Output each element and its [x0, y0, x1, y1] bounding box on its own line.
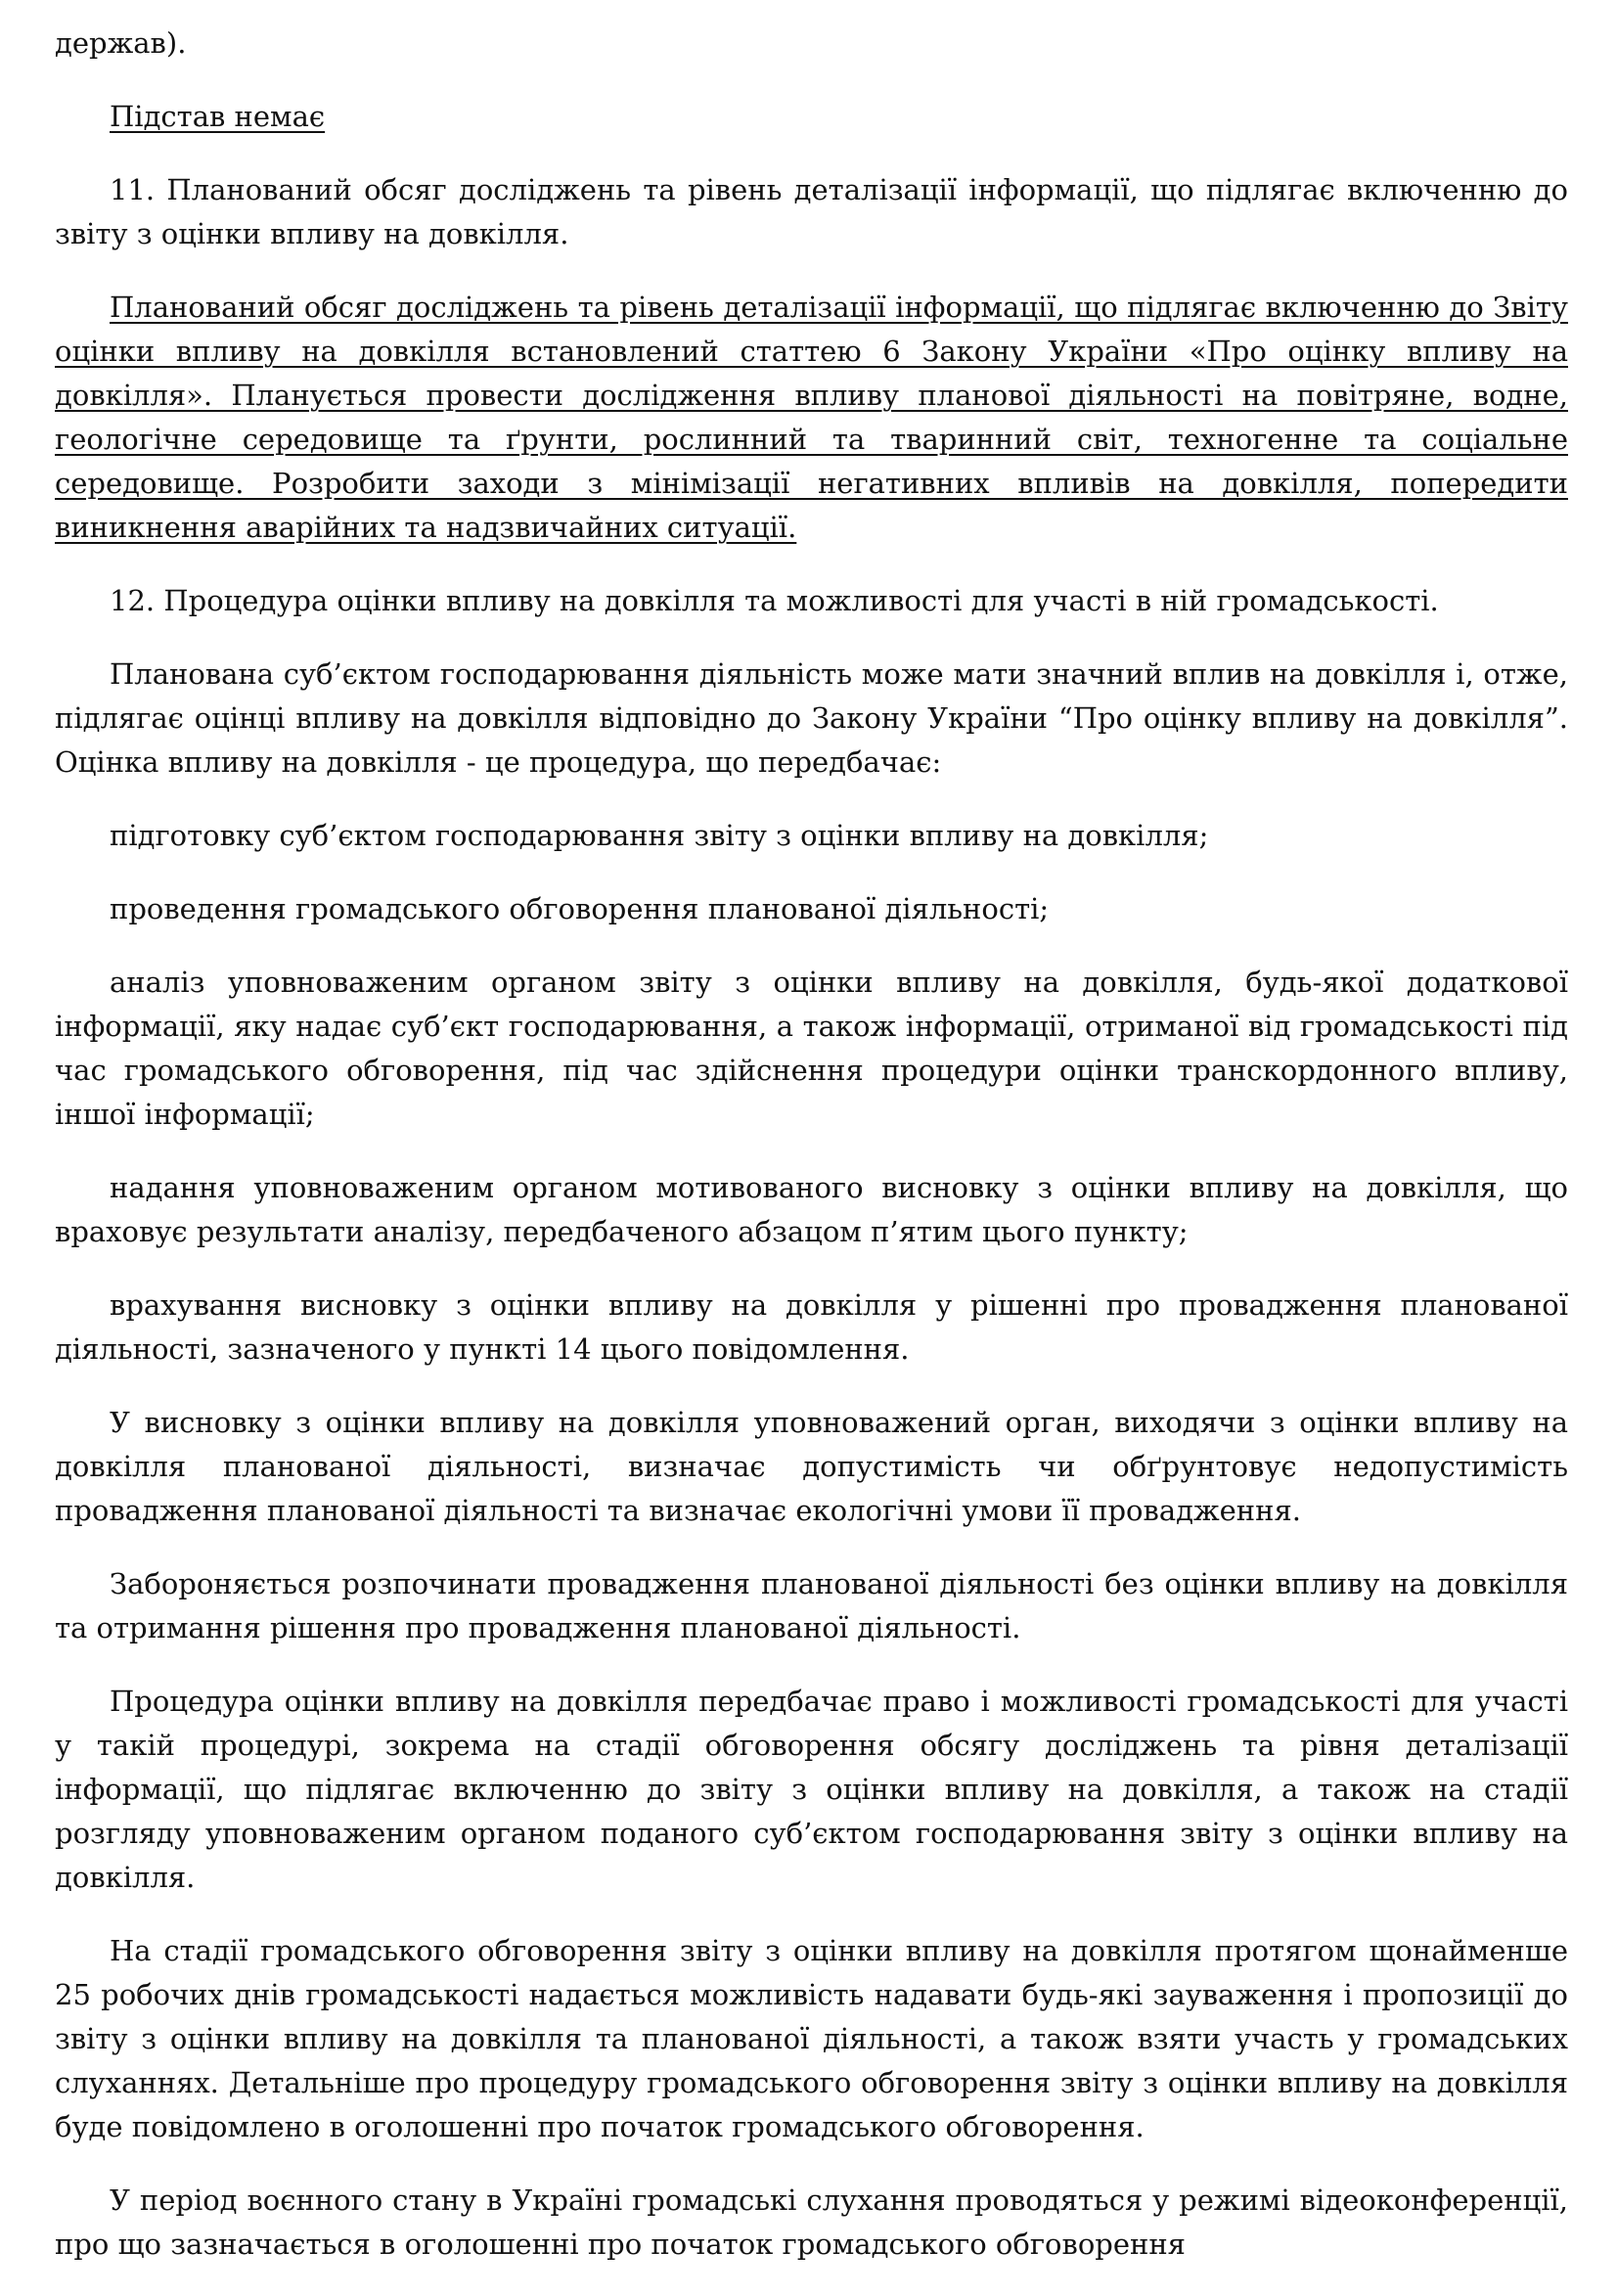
paragraph-no-grounds: [55, 95, 1568, 139]
paragraph-step-report: підготовку суб’єктом господарювання звіту з оцінки впливу на довкілля;: [110, 819, 1209, 852]
document-page: [55, 22, 1568, 2296]
paragraph-step-analysis: аналіз уповноваженим органом звіту з оцінки впливу на довкілля, будь-якої додаткової інформації, яку надає суб’єкт господарювання, а також інформації, отриманої від громадськості під час громадського обговорення, під час здійснення процедури оцінки транскордонного впливу, іншої інформації;: [55, 966, 1568, 1131]
paragraph-eia-intro: Планована суб’єктом господарювання діяльність може мати значний вплив на довкілля і, отже, підлягає оцінці впливу на довкілля відповідно до Закону України “Про оцінку впливу на довкілля”. Оцінка впливу на довкілля - це процедура, що передбачає:: [55, 657, 1568, 779]
paragraph-conclusion-content: У висновку з оцінки впливу на довкілля уповноважений орган, виходячи з оцінки впливу на довкілля планованої діяльності, визначає допустимість чи обґрунтовує недопустимість провадження планованої діяльності та визначає екологічні умови її провадження.: [55, 1406, 1568, 1527]
paragraph-step-conclusion: надання уповноваженим органом мотивованого висновку з оцінки впливу на довкілля, що враховує результати аналізу, передбаченого абзацом п’ятим цього пункту;: [55, 1171, 1568, 1248]
underlined-text: Планований обсяг досліджень та рівень деталізації інформації, що підлягає включенню до Звіту оцінки впливу на довкілля встановлений статтею 6 Закону України «Про оцінку впливу на довкілля». Планується провести дослідження впливу планової діяльності на повітряне, водне, геологічне середовище та ґрунти, рослинний та тваринний світ, техногенне та соціальне середовище. Розробити заходи з мінімізації негативних впливів на довкілля, попередити виникнення аварійних та надзвичайних ситуації.: [55, 291, 1568, 544]
paragraph-research-scope: [55, 286, 1568, 550]
paragraph-public-rights: Процедура оцінки впливу на довкілля передбачає право і можливості громадськості для участі у такій процедурі, зокрема на стадії обговорення обсягу досліджень та рівня деталізації інформації, що підлягає включенню до звіту з оцінки впливу на довкілля, а також на стадії розгляду уповноваженим органом поданого суб’єктом господарювання звіту з оцінки впливу на довкілля.: [55, 1685, 1568, 1894]
paragraph-continuation: держав).: [55, 26, 187, 60]
paragraph-martial-law: У період воєнного стану в Україні громадські слухання проводяться у режимі відеоконференції, про що зазначається в оголошенні про початок громадського обговорення: [55, 2183, 1568, 2261]
section-11-heading: 11. Планований обсяг досліджень та рівень деталізації інформації, що підлягає включенню до звіту з оцінки впливу на довкілля.: [55, 173, 1568, 250]
section-12-heading: 12. Процедура оцінки впливу на довкілля та можливості для участі в ній громадськості.: [110, 584, 1439, 617]
paragraph-step-discussion: проведення громадського обговорення планованої діяльності;: [110, 892, 1050, 925]
paragraph-public-discussion: На стадії громадського обговорення звіту з оцінки впливу на довкілля протягом щонайменше 25 робочих днів громадськості надається можливість надавати будь-які зауваження і пропозиції до звіту з оцінки впливу на довкілля та планованої діяльності, а також взяти участь у громадських слуханнях. Детальніше про процедуру громадського обговорення звіту з оцінки впливу на довкілля буде повідомлено в оголошенні про початок громадського обговорення.: [55, 1934, 1568, 2143]
paragraph-prohibition: Забороняється розпочинати провадження планованої діяльності без оцінки впливу на довкілля та отримання рішення про провадження планованої діяльності.: [55, 1567, 1568, 1644]
paragraph-step-decision: врахування висновку з оцінки впливу на довкілля у рішенні про провадження планованої діяльності, зазначеного у пункті 14 цього повідомлення.: [55, 1288, 1568, 1366]
underlined-text: Підстав немає: [110, 100, 326, 133]
